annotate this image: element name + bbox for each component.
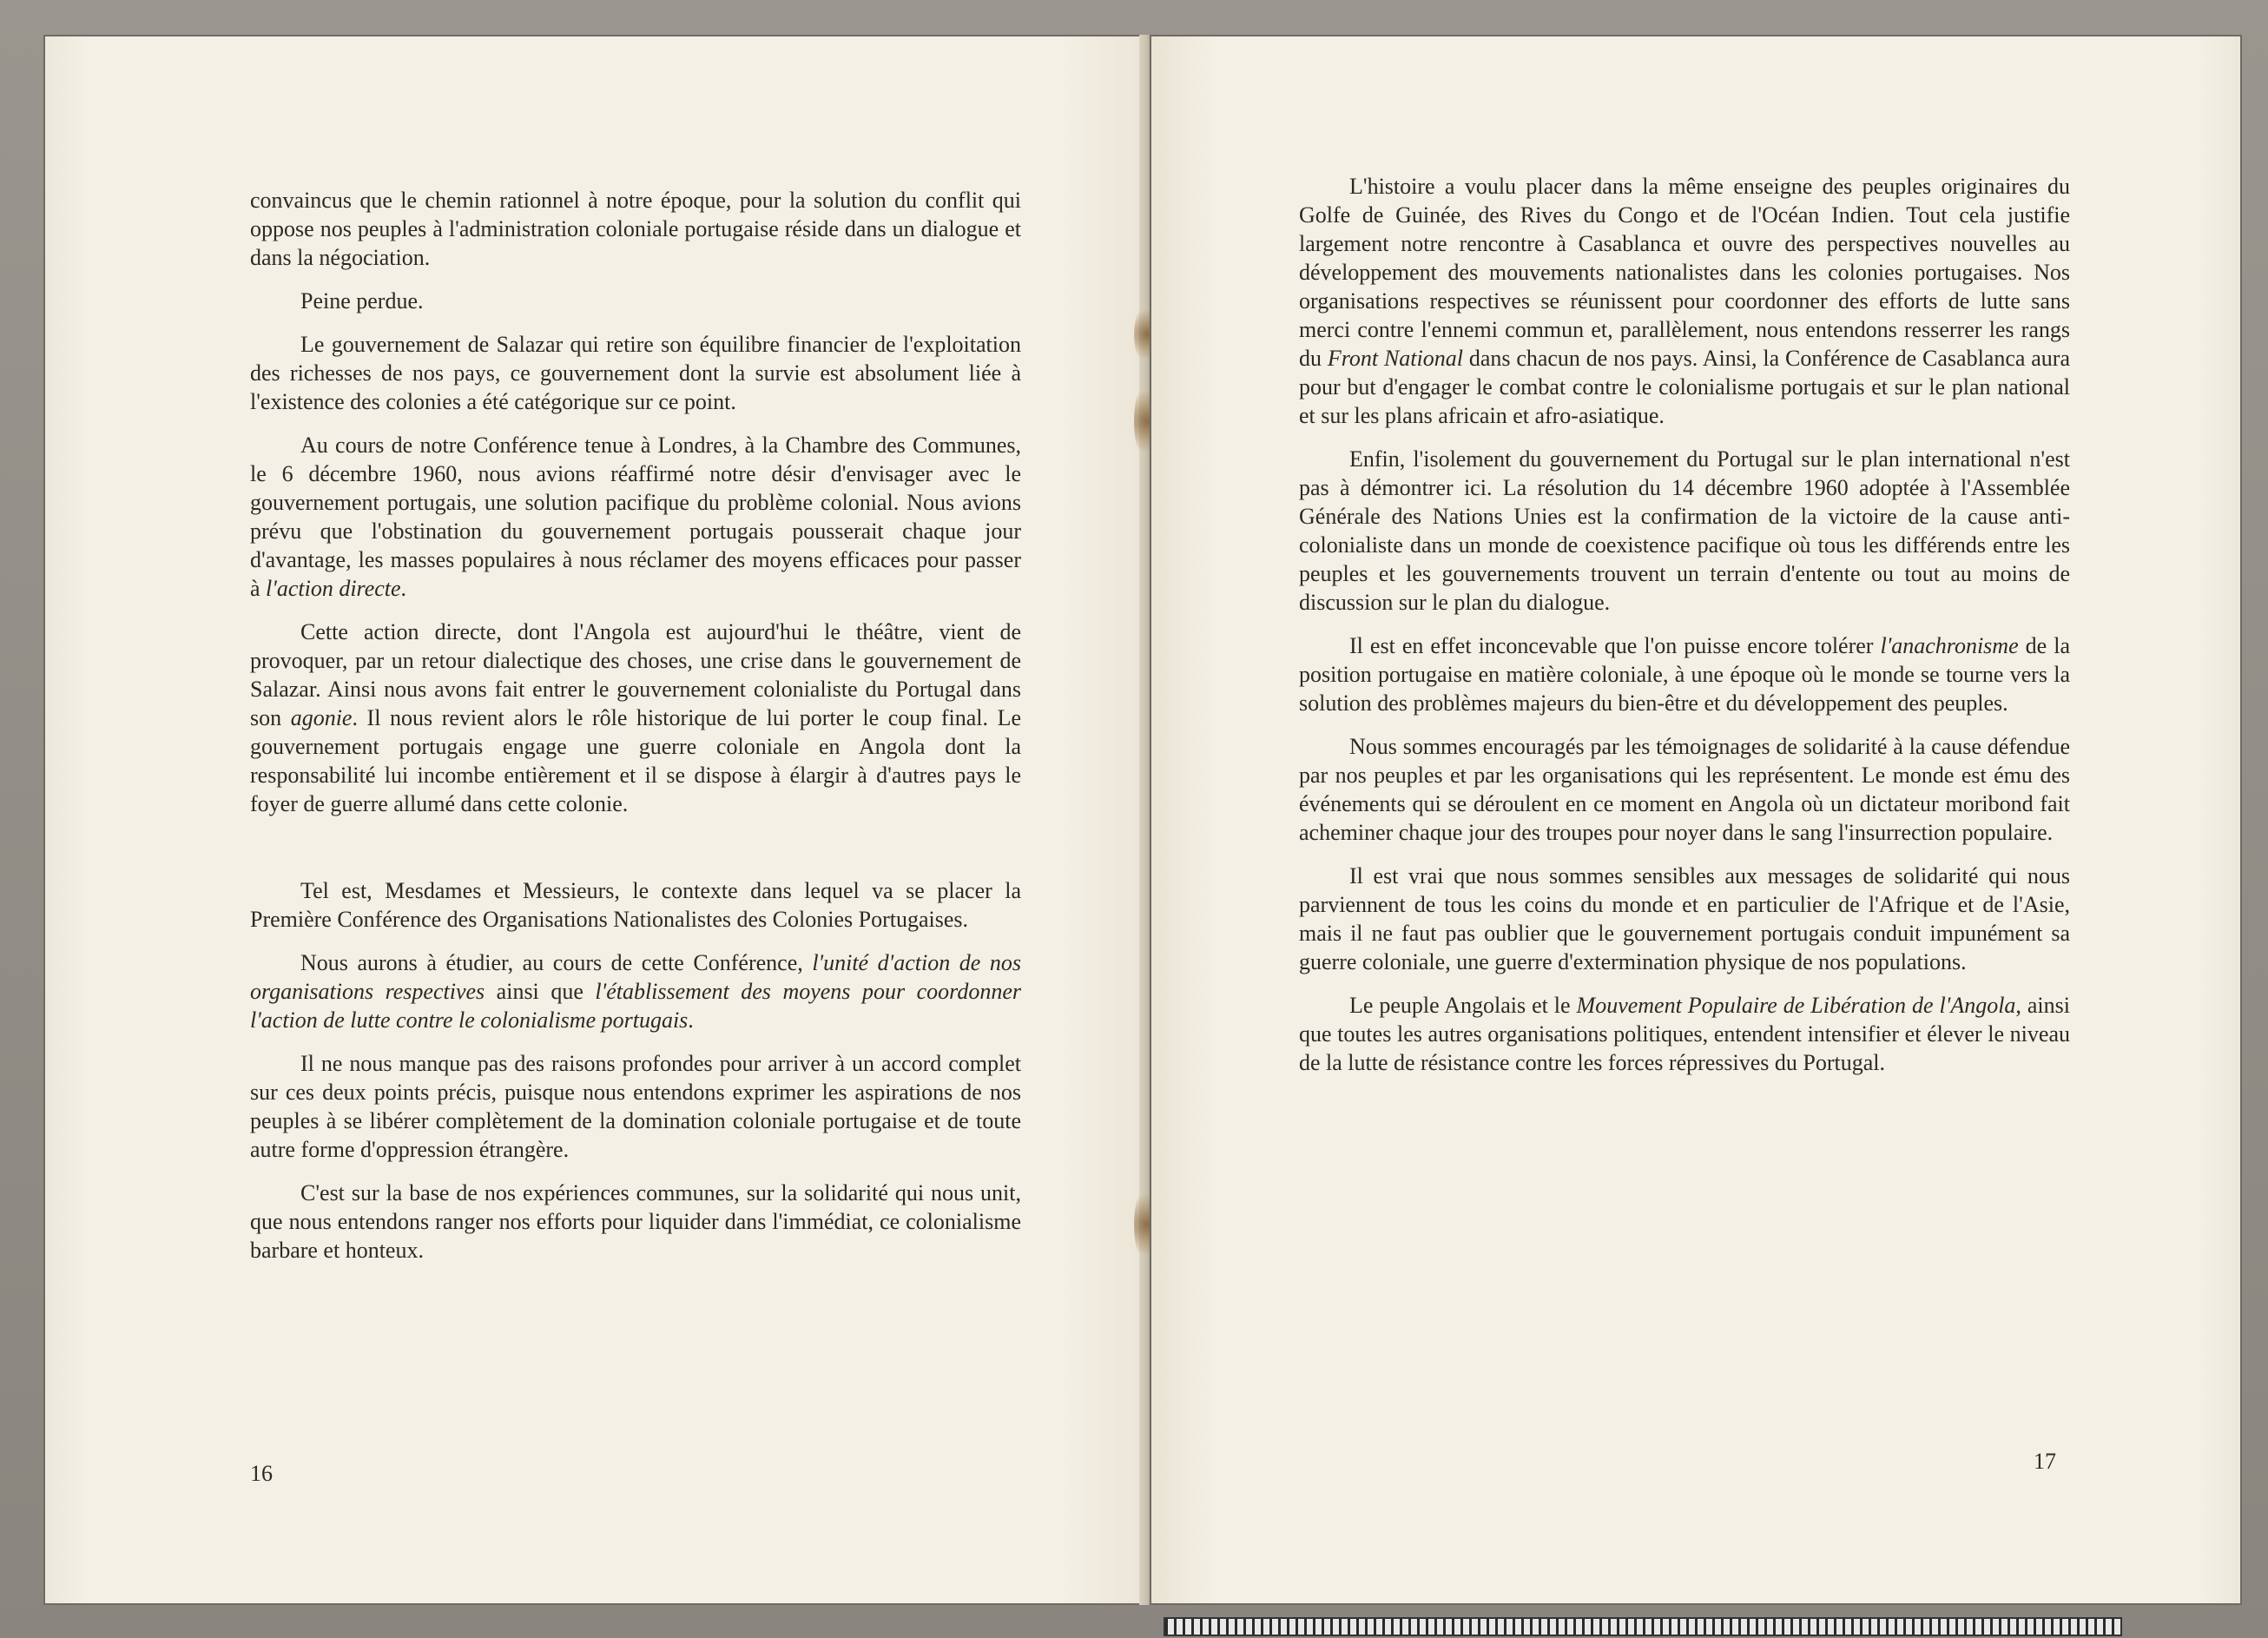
left-page xyxy=(43,35,1148,1605)
paragraph: Tel est, Mesdames et Messieurs, le contexte dans lequel va se placer la Première Conférence des Organisations Nationalistes des Colonies Portugaises. xyxy=(250,878,1021,932)
italic-text: Front National xyxy=(1327,346,1463,371)
page-number: 16 xyxy=(250,1461,273,1486)
paragraph: Enfin, l'isolement du gouvernement du Portugal sur le plan international n'est pas à démontrer ici. La résolution du 14 décembre 1960 adoptée à l'Assemblée Générale des Nations Unies est la confirmation de la victoire de la cause anti-colonialiste dans un monde de coexistence pacifique où tous les différends entre les peuples et les gouvernements trouvent un terrain d'entente ou tout au moins de discussion sur le plan du dialogue. xyxy=(1299,446,2070,615)
paragraph: C'est sur la base de nos expériences communes, sur la solidarité qui nous unit, que nous entendons ranger nos efforts pour liquider dans l'immédiat, ce colonialisme barbare et honteux. xyxy=(250,1180,1021,1263)
paragraph: Le peuple Angolais et le Mouvement Populaire de Libération de l'Angola, ainsi que toutes les autres organisations politiques, entendent intensifier et élever le niveau de la lutte de résistance contre les forces répressives du Portugal. xyxy=(1299,993,2070,1075)
paragraph: Il est en effet inconcevable que l'on puisse encore tolérer l'anachronisme de la position portugaise en matière coloniale, à une époque où le monde se tourne vers la solution des problèmes majeurs du bien-être et du développement des peuples. xyxy=(1299,633,2070,716)
right-page-text xyxy=(1299,172,2070,1092)
paragraph: L'histoire a voulu placer dans la même enseigne des peuples originaires du Golfe de Guinée, des Rives du Congo et de l'Océan Indien. Tout cela justifie largement notre rencontre à Casablanca et ouvre des perspectives nouvelles au développement des mouvements nationalistes dans les colonies portugaises. Nos organisations respectives se réunissent pour coordonner des efforts de lutte sans merci contre l'ennemi commun et, parallèlement, nous entendons resserrer les rangs du Front National dans chacun de nos pays. Ainsi, la Conférence de Casablanca aura pour but d'engager le combat contre le colonialisme portugais et sur le plan national et sur les plans africain et afro-asiatique. xyxy=(1299,174,2070,428)
italic-text: l'établissement des moyens pour coordonner l'action de lutte contre le colonialisme portugais xyxy=(250,979,1021,1033)
section-gap xyxy=(250,833,1021,876)
italic-text: l'action directe xyxy=(266,576,401,601)
paragraph: Nous aurons à étudier, au cours de cette Conférence, l'unité d'action de nos organisations respectives ainsi que l'établissement des moyens pour coordonner l'action de lutte contre le colonialisme portugais. xyxy=(250,950,1021,1033)
left-page-text xyxy=(250,186,1021,1279)
right-page xyxy=(1150,35,2242,1605)
paragraph: Nous sommes encouragés par les témoignages de solidarité à la cause défendue par nos peuples et par les organisations qui les représentent. Le monde est ému des événements qui se déroulent en ce moment en Angola où un dictateur moribond fait acheminer chaque jour des troupes pour noyer dans le sang l'insurrection populaire. xyxy=(1299,734,2070,845)
paragraph: Peine perdue. xyxy=(300,288,424,314)
paragraph: Il ne nous manque pas des raisons profondes pour arriver à un accord complet sur ces deux points précis, puisque nous entendons exprimer les aspirations de nos peuples à se libérer complètement de la domination coloniale portugaise et de toute autre forme d'oppression étrangère. xyxy=(250,1051,1021,1162)
paragraph: Cette action directe, dont l'Angola est aujourd'hui le théâtre, vient de provoquer, par un retour dialectique des choses, une crise dans le gouvernement de Salazar. Ainsi nous avons fait entrer le gouvernement colonialiste du Portugal dans son agonie. Il nous revient alors le rôle historique de lui porter le coup final. Le gouvernement portugais engage une guerre coloniale en Angola dont la responsabilité lui incombe entièrement et il se dispose à élargir à d'autres pays le foyer de guerre allumé dans cette colonie. xyxy=(250,619,1021,816)
italic-text: l'anachronisme xyxy=(1880,633,2019,658)
italic-text: l'unité d'action de nos organisations respectives xyxy=(250,950,1021,1004)
paragraph: Au cours de notre Conférence tenue à Londres, à la Chambre des Communes, le 6 décembre 1960, nous avions réaffirmé notre désir d'envisager avec le gouvernement portugais, une solution pacifique du problème colonial. Nous avions prévu que l'obstination du gouvernement portugais pousserait chaque jour d'avantage, les masses populaires à nous réclamer des moyens efficaces pour passer à l'action directe. xyxy=(250,433,1021,601)
paragraph: convaincus que le chemin rationnel à notre époque, pour la solution du conflit qui oppose nos peuples à l'administration coloniale portugaise réside dans un dialogue et dans la négociation. xyxy=(250,188,1021,270)
paragraph: Il est vrai que nous sommes sensibles aux messages de solidarité qui nous parviennent de tous les coins du monde et en particulier de l'Afrique et de l'Asie, mais il ne faut pas oublier que le gouvernement portugais conduit impunément sa guerre coloniale, une guerre d'extermination physique de nos populations. xyxy=(1299,863,2070,974)
italic-text: agonie xyxy=(290,705,353,730)
italic-text: Mouvement Populaire de Libération de l'Angola xyxy=(1576,993,2016,1018)
page-number: 17 xyxy=(2034,1449,2056,1474)
paragraph: Le gouvernement de Salazar qui retire son équilibre financier de l'exploitation des richesses de nos pays, ce gouvernement dont la survie est absolument liée à l'existence des colonies a été catégorique sur ce point. xyxy=(250,332,1021,414)
scale-ruler xyxy=(1164,1617,2122,1636)
